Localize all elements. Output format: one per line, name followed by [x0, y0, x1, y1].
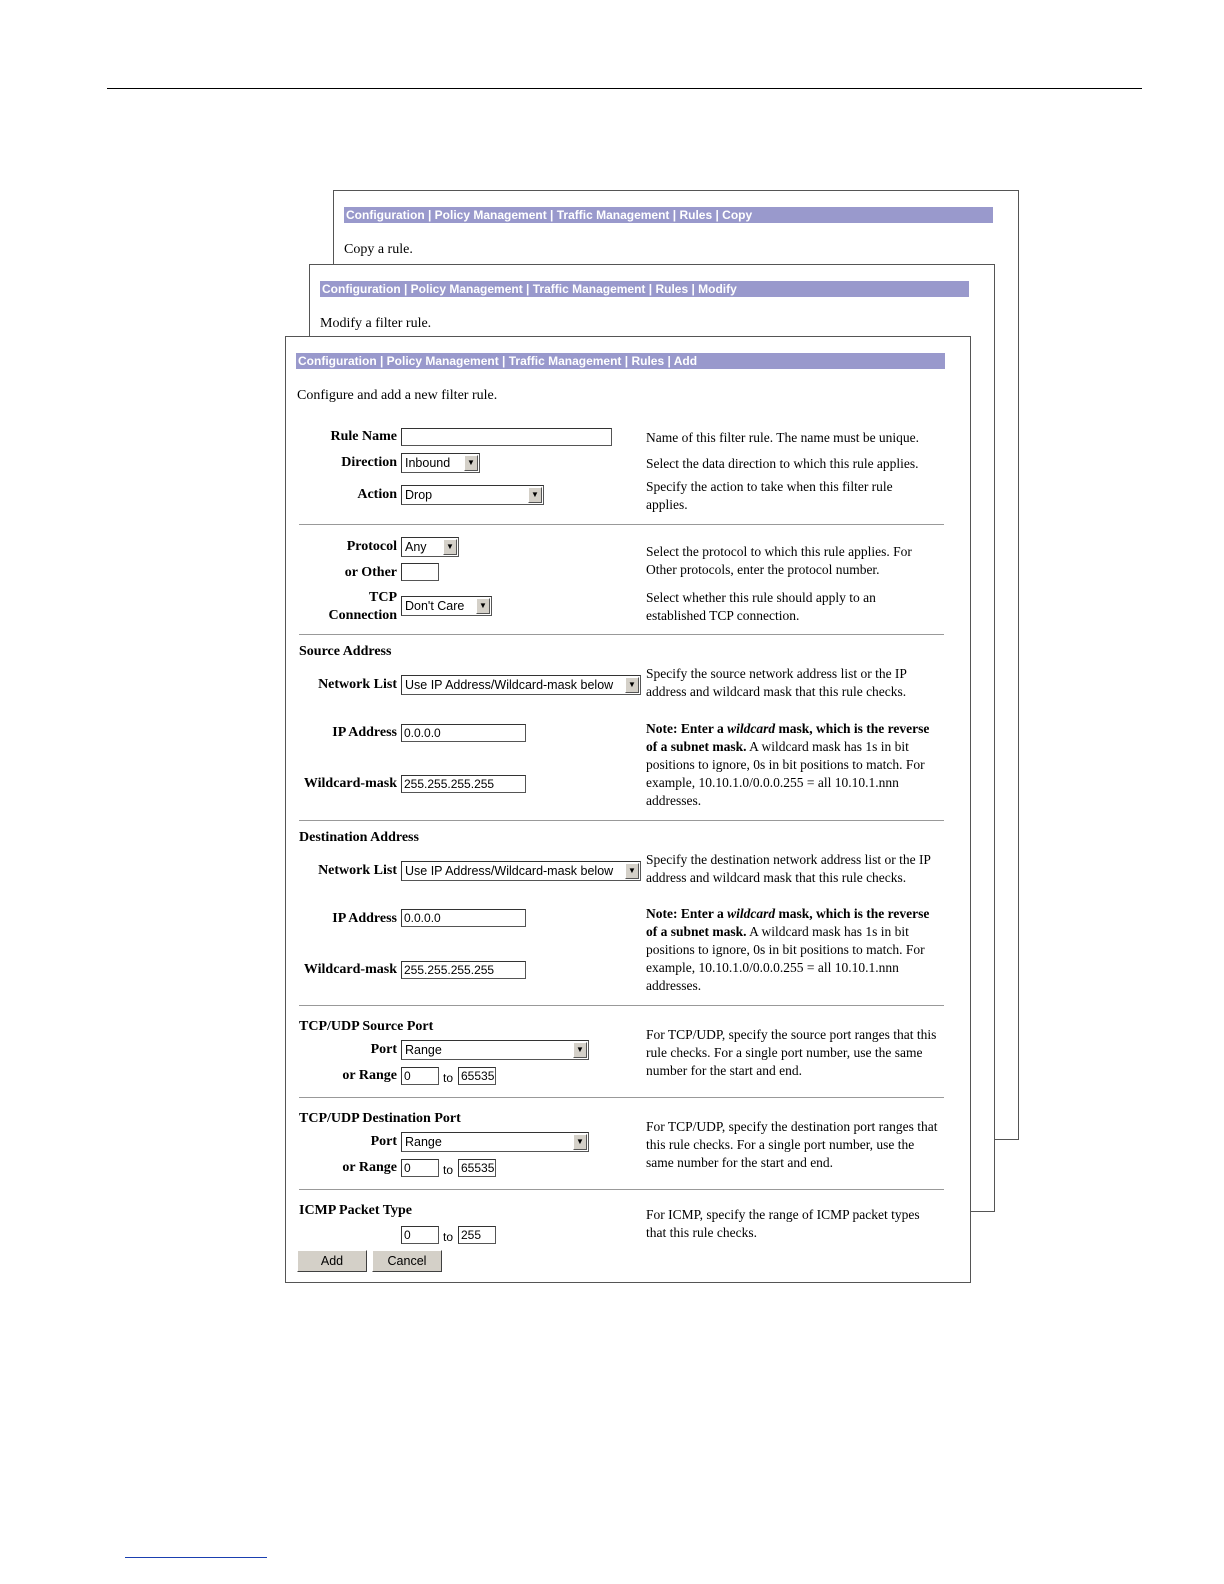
icmp-help: For ICMP, specify the range of ICMP packet types that this rule checks.	[646, 1207, 920, 1240]
protocol-label: Protocol	[346, 539, 397, 554]
icmp-to-label: to	[443, 1230, 454, 1244]
destination-address-heading: Destination Address	[299, 830, 419, 845]
tcp-connection-help: Select whether this rule should apply to an established TCP connection.	[646, 590, 876, 623]
action-select[interactable]	[401, 485, 544, 505]
source-network-list-value: Use IP Address/Wildcard-mask below	[405, 678, 614, 692]
source-range-label: or Range	[342, 1068, 397, 1083]
divider	[299, 524, 944, 525]
chevron-down-icon[interactable]: ▼	[443, 539, 457, 555]
divider	[299, 1189, 944, 1190]
source-ip-label: IP Address	[332, 725, 397, 740]
source-port-value: Range	[405, 1043, 442, 1057]
destination-port-help: For TCP/UDP, specify the destination port ranges that this rule checks. For a single port number, use the same number for the start and end.	[646, 1119, 938, 1170]
breadcrumb[interactable]: Configuration | Policy Management | Traffic Management | Rules | Modify	[320, 281, 969, 297]
icmp-to-input[interactable]: 255	[458, 1226, 496, 1244]
protocol-value: Any	[405, 540, 427, 554]
divider	[299, 634, 944, 635]
page-description: Copy a rule.	[344, 242, 413, 257]
source-port-label: Port	[370, 1042, 397, 1057]
add-rule-panel	[285, 336, 971, 1283]
icmp-heading: ICMP Packet Type	[299, 1203, 413, 1218]
action-value: Drop	[405, 488, 433, 502]
divider	[299, 1097, 944, 1098]
destination-wildcard-note: Note: Enter a wildcard mask, which is the reverse of a subnet mask. A wildcard mask has 1s in bit positions to ignore, 0s in bit positions to match. For example, 10.10.1.0/0.0.0.255 = all 10.10.1.nnn addresses.	[646, 906, 930, 993]
source-network-list-label: Network List	[318, 677, 397, 692]
rule-name-input[interactable]	[401, 428, 612, 446]
source-range-from-input[interactable]: 0	[401, 1067, 439, 1085]
tcp-connection-select[interactable]	[401, 596, 492, 616]
source-port-select[interactable]	[401, 1040, 589, 1060]
page-top-rule	[107, 88, 1142, 89]
source-mask-input[interactable]: 255.255.255.255	[401, 775, 526, 793]
direction-label: Direction	[341, 455, 397, 470]
add-button[interactable]: Add	[297, 1250, 367, 1272]
source-wildcard-note: Note: Enter a wildcard mask, which is the reverse of a subnet mask. A wildcard mask has 1s in bit positions to ignore, 0s in bit positions to match. For example, 10.10.1.0/0.0.0.255 = all 10.10.1.nnn addresses.	[646, 721, 930, 808]
destination-network-list-value: Use IP Address/Wildcard-mask below	[405, 864, 614, 878]
range-to-label: to	[443, 1163, 454, 1177]
protocol-help: Select the protocol to which this rule applies. For Other protocols, enter the protocol number.	[646, 544, 912, 577]
tcp-connection-label: TCP Connection	[328, 590, 397, 623]
chevron-down-icon[interactable]: ▼	[528, 487, 542, 503]
destination-network-list-label: Network List	[318, 863, 397, 878]
chevron-down-icon[interactable]: ▼	[464, 455, 478, 471]
direction-help: Select the data direction to which this rule applies.	[646, 456, 919, 471]
direction-value: Inbound	[405, 456, 451, 470]
source-ip-input[interactable]: 0.0.0.0	[401, 724, 526, 742]
destination-port-value: Range	[405, 1135, 442, 1149]
source-port-heading: TCP/UDP Source Port	[299, 1019, 434, 1034]
source-port-help: For TCP/UDP, specify the source port ranges that this rule checks. For a single port number, use the same number for the start and end.	[646, 1027, 937, 1078]
cancel-button[interactable]: Cancel	[372, 1250, 442, 1272]
action-label: Action	[357, 487, 397, 502]
destination-port-heading: TCP/UDP Destination Port	[299, 1111, 461, 1126]
destination-port-label: Port	[370, 1134, 397, 1149]
chevron-down-icon[interactable]: ▼	[573, 1134, 587, 1150]
destination-ip-label: IP Address	[332, 911, 397, 926]
page-description: Configure and add a new filter rule.	[297, 388, 498, 403]
destination-range-label: or Range	[342, 1160, 397, 1175]
divider	[299, 1005, 944, 1006]
source-mask-label: Wildcard-mask	[303, 776, 397, 791]
source-address-heading: Source Address	[299, 644, 392, 659]
chevron-down-icon[interactable]: ▼	[573, 1042, 587, 1058]
source-range-to-input[interactable]: 65535	[458, 1067, 496, 1085]
destination-network-help: Specify the destination network address list or the IP address and wildcard mask that this rule checks.	[646, 852, 931, 885]
destination-ip-input[interactable]: 0.0.0.0	[401, 909, 526, 927]
destination-mask-input[interactable]: 255.255.255.255	[401, 961, 526, 979]
icmp-from-input[interactable]: 0	[401, 1226, 439, 1244]
destination-range-to-input[interactable]: 65535	[458, 1159, 496, 1177]
breadcrumb[interactable]: Configuration | Policy Management | Traffic Management | Rules | Copy	[344, 207, 993, 223]
footer-link-rule	[125, 1557, 267, 1558]
destination-network-list-select[interactable]	[401, 861, 641, 881]
source-network-list-select[interactable]	[401, 675, 641, 695]
direction-select[interactable]	[401, 453, 480, 473]
chevron-down-icon[interactable]: ▼	[625, 677, 639, 693]
action-help: Specify the action to take when this filter rule applies.	[646, 479, 893, 512]
source-network-help: Specify the source network address list or the IP address and wildcard mask that this rule checks.	[646, 666, 907, 699]
other-protocol-input[interactable]	[401, 563, 439, 581]
chevron-down-icon[interactable]: ▼	[476, 598, 490, 614]
destination-mask-label: Wildcard-mask	[303, 962, 397, 977]
page-description: Modify a filter rule.	[320, 316, 432, 331]
chevron-down-icon[interactable]: ▼	[625, 863, 639, 879]
divider	[299, 820, 944, 821]
protocol-select[interactable]	[401, 537, 459, 557]
other-protocol-label: or Other	[344, 565, 397, 580]
rule-name-help: Name of this filter rule. The name must be unique.	[646, 430, 920, 445]
range-to-label: to	[443, 1071, 454, 1085]
tcp-connection-value: Don't Care	[405, 599, 465, 613]
destination-port-select[interactable]	[401, 1132, 589, 1152]
destination-range-from-input[interactable]: 0	[401, 1159, 439, 1177]
rule-name-label: Rule Name	[330, 429, 397, 444]
breadcrumb[interactable]: Configuration | Policy Management | Traffic Management | Rules | Add	[296, 353, 945, 369]
